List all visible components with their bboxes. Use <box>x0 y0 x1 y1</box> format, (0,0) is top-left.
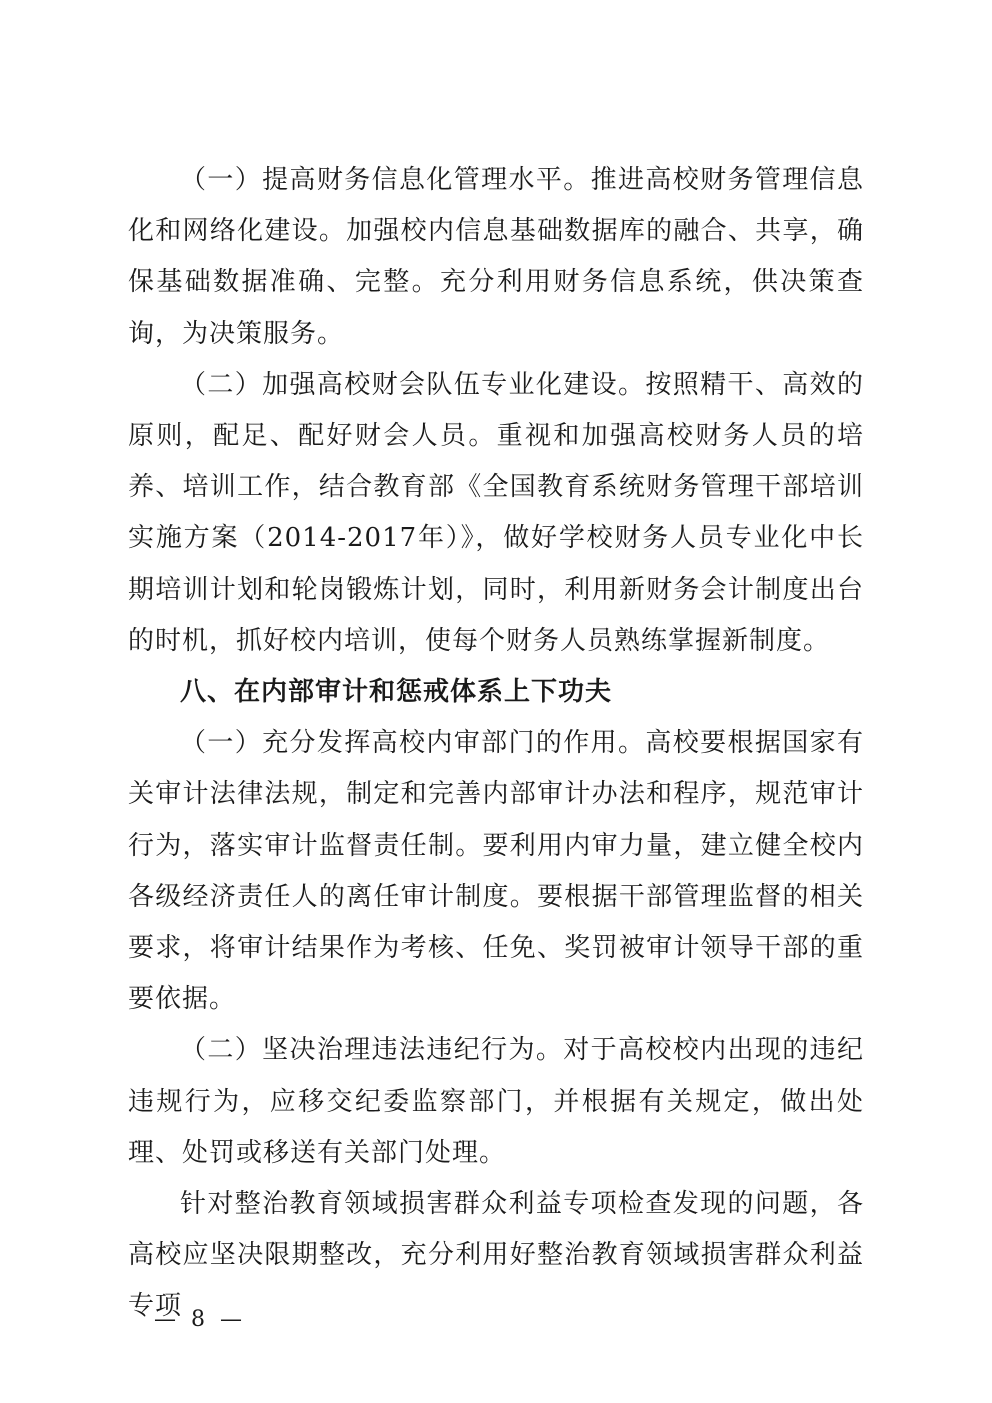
paragraph-finance-informatization: （一）提高财务信息化管理水平。推进高校财务管理信息化和网络化建设。加强校内信息基础数据库的融合、共享，确保基础数据准确、完整。充分利用财务信息系统，供决策查询，为决策服务。 <box>128 165 864 349</box>
section-heading-audit-discipline: 八、在内部审计和惩戒体系上下功夫 <box>180 677 613 708</box>
paragraph-internal-audit-role: （一）充分发挥高校内审部门的作用。高校要根据国家有关审计法律法规，制定和完善内部审计办法和程序，规范审计行为，落实审计监督责任制。要利用内审力量，建立健全校内各级经济责任人的离任审计制度。要根据干部管理监督的相关要求，将审计结果作为考核、任免、奖罚被审计领导干部的重要依据。 <box>128 728 864 1015</box>
paragraph-finance-staff-professionalization: （二）加强高校财会队伍专业化建设。按照精干、高效的原则，配足、配好财会人员。重视和加强高校财务人员的培养、培训工作，结合教育部《全国教育系统财务管理干部培训实施方案（2014-2017年）》，做好学校财务人员专业化中长期培训计划和轮岗锻炼计划，同时，利用新财务会计制度出台的时机，抓好校内培训，使每个财务人员熟练掌握新制度。 <box>128 369 864 656</box>
paragraph-violation-handling: （二）坚决治理违法违纪行为。对于高校校内出现的违纪违规行为，应移交纪委监察部门，并根据有关规定，做出处理、处罚或移送有关部门处理。 <box>128 1035 864 1168</box>
document-body <box>128 155 864 1333</box>
paragraph-rectification: 针对整治教育领域损害群众利益专项检查发现的问题，各高校应坚决限期整改，充分利用好整治教育领域损害群众利益专项 <box>128 1189 864 1322</box>
page-number: — 8 — <box>154 1307 246 1332</box>
